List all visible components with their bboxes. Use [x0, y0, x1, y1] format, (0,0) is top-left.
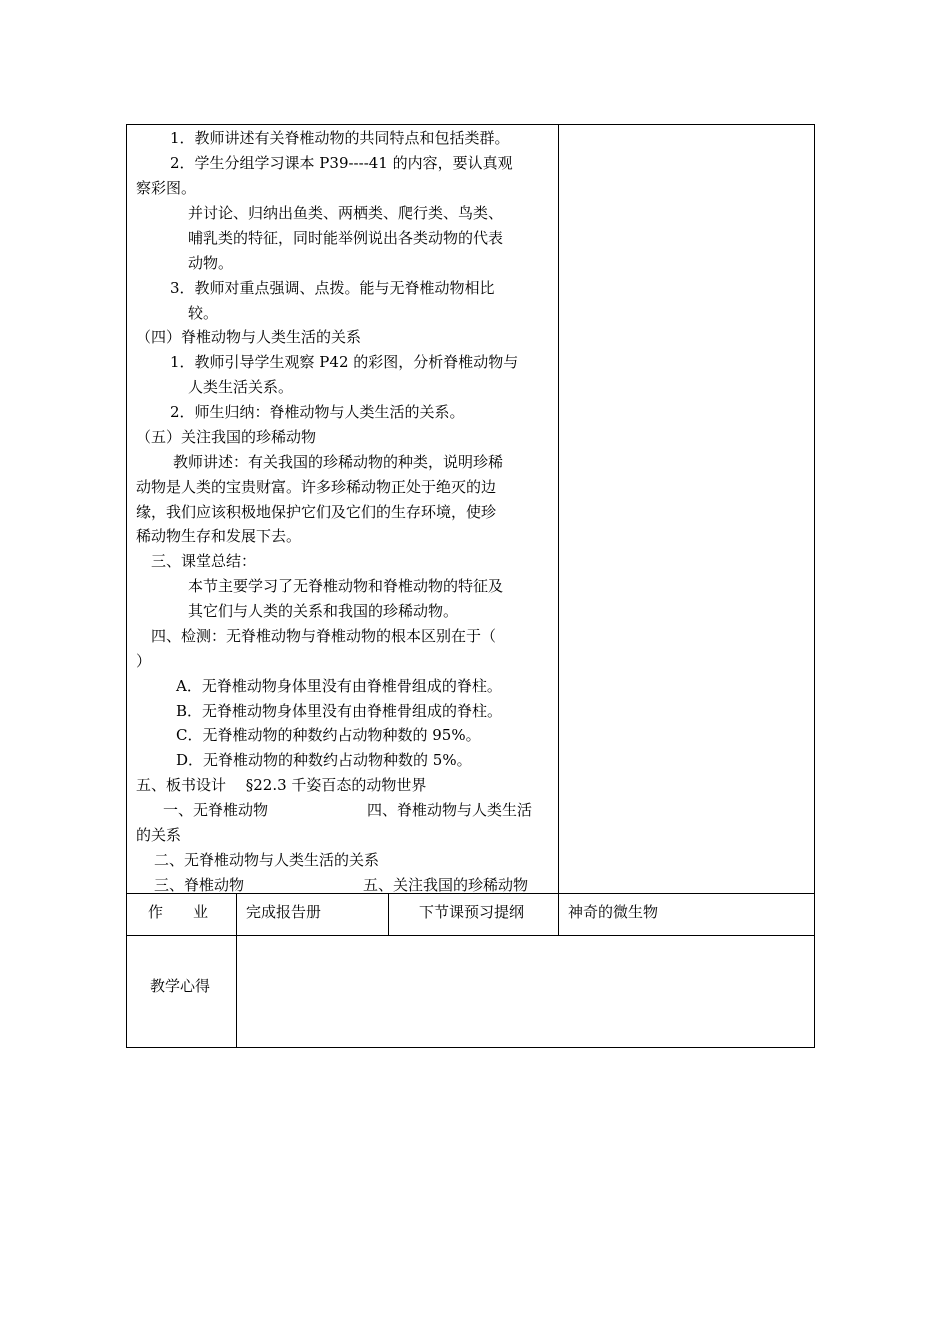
column-divider-label [236, 893, 237, 1048]
section-heading: 三、课堂总结： [151, 552, 257, 570]
text-line: 缘，我们应该积极地保护它们及它们的生存环境，使珍 [136, 503, 497, 521]
text-line: 本节主要学习了无脊椎动物和脊椎动物的特征及 [188, 577, 504, 595]
text-line: 3．教师对重点强调、点拨。能与无脊椎动物相比 [170, 279, 495, 297]
section-heading: （四）脊椎动物与人类生活的关系 [136, 328, 362, 346]
text-line: 哺乳类的特征，同时能举例说出各类动物的代表 [188, 229, 504, 247]
text-line: 2．学生分组学习课本 P39----41 的内容，要认真观 [170, 154, 513, 172]
column-divider-main [558, 124, 559, 936]
text-line: 察彩图。 [136, 179, 197, 197]
text-line: 人类生活关系。 [188, 378, 294, 396]
board-item: 一、无脊椎动物 [163, 801, 269, 819]
board-item: 三、脊椎动物 [154, 876, 245, 894]
text-line: 1．教师讲述有关脊椎动物的共同特点和包括类群。 [170, 129, 510, 147]
text-line: 并讨论、归纳出鱼类、两栖类、爬行类、鸟类、 [188, 204, 504, 222]
reflection-label: 教学心得 [150, 977, 211, 995]
text-line: 2．师生归纳：脊椎动物与人类生活的关系。 [170, 403, 465, 421]
board-item: 四、脊椎动物与人类生活 [367, 801, 533, 819]
text-line: 较。 [188, 304, 219, 322]
text-line: 稀动物生存和发展下去。 [136, 527, 302, 545]
text-line: 教师讲述：有关我国的珍稀动物的种类，说明珍稀 [173, 453, 504, 471]
text-line: 的关系 [136, 826, 182, 844]
preview-label: 下节课预习提纲 [419, 903, 525, 921]
quiz-option-b: B．无脊椎动物身体里没有由脊椎骨组成的脊柱。 [176, 702, 503, 720]
text-line: 其它们与人类的关系和我国的珍稀动物。 [188, 602, 459, 620]
board-item: 五、关注我国的珍稀动物 [363, 876, 529, 894]
homework-value: 完成报告册 [246, 903, 322, 921]
preview-value: 神奇的微生物 [568, 903, 659, 921]
section-heading: 四、检测：无脊椎动物与脊椎动物的根本区别在于（ [151, 627, 497, 645]
section-heading: 五、板书设计 §22.3 千姿百态的动物世界 [136, 776, 427, 794]
text-line: ） [136, 652, 152, 670]
section-heading: （五）关注我国的珍稀动物 [136, 428, 317, 446]
board-item: 二、无脊椎动物与人类生活的关系 [154, 851, 380, 869]
quiz-option-d: D．无脊椎动物的种数约占动物种数的 5%。 [176, 751, 472, 769]
column-divider-preview [388, 893, 389, 936]
text-line: 动物是人类的宝贵财富。许多珍稀动物正处于绝灭的边 [136, 478, 497, 496]
quiz-option-a: A．无脊椎动物身体里没有由脊椎骨组成的脊柱。 [176, 677, 502, 695]
text-line: 动物。 [188, 254, 234, 272]
text-line: 1．教师引导学生观察 P42 的彩图，分析脊椎动物与 [170, 353, 519, 371]
homework-label: 作 业 [148, 903, 209, 921]
quiz-option-c: C．无脊椎动物的种数约占动物种数的 95%。 [176, 726, 481, 744]
row-divider-homework-bottom [126, 935, 815, 936]
